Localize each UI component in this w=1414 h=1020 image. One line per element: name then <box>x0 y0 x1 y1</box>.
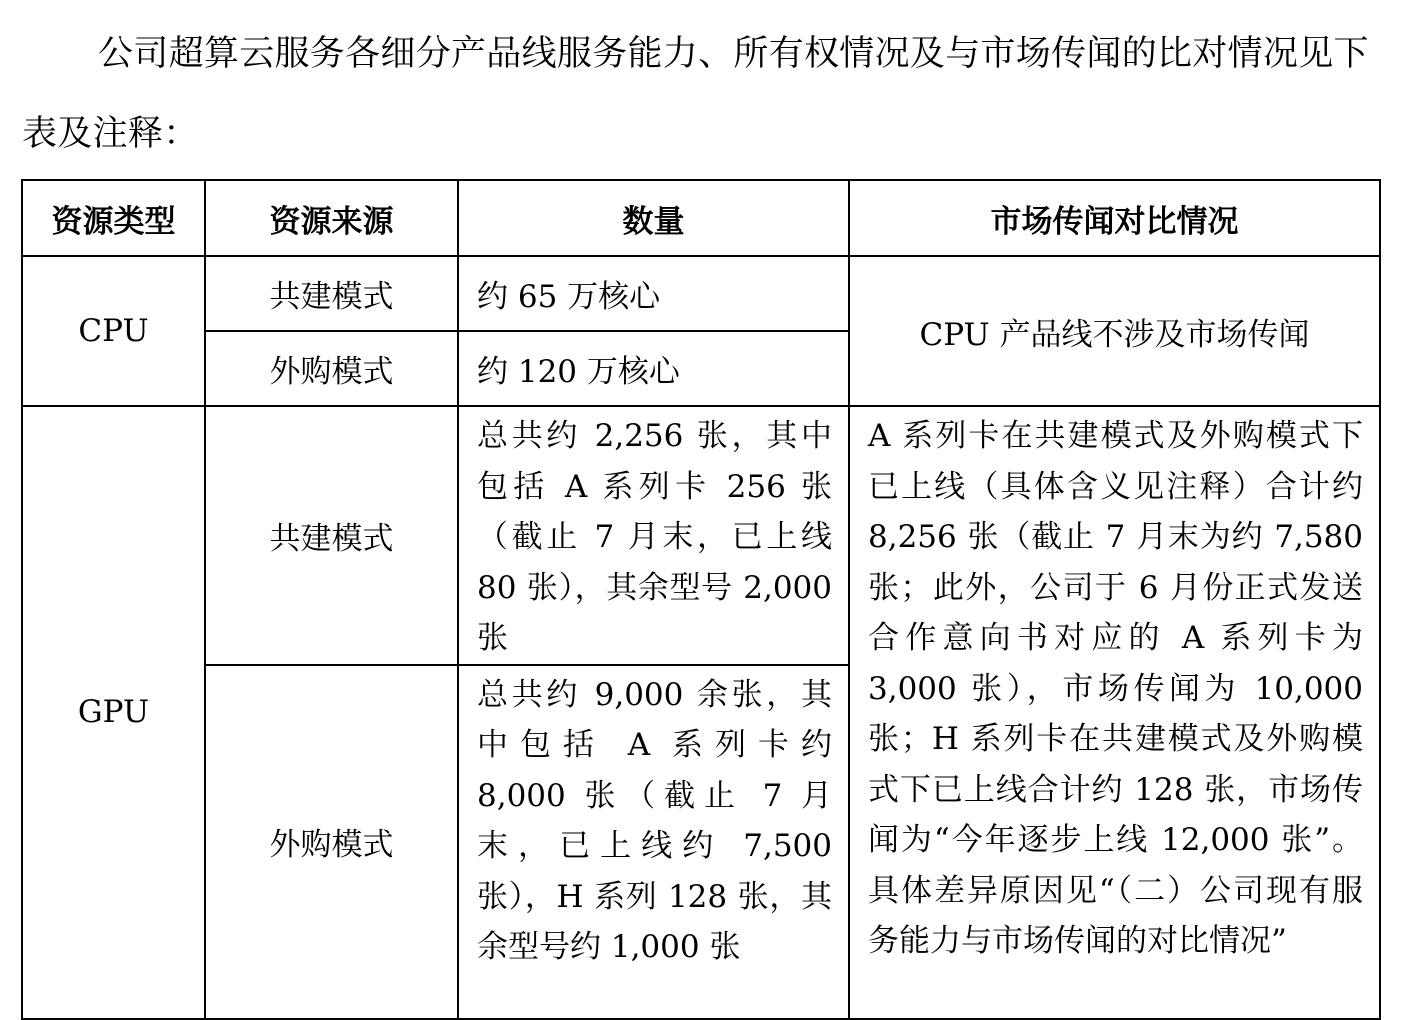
intro-paragraph: 公司超算云服务各细分产品线服务能力、所有权情况及与市场传闻的比对情况见下表及注释： <box>22 34 1369 154</box>
table-header-row <box>22 180 1380 256</box>
cpu-source-cell: 共建模式 <box>205 256 458 331</box>
gpu-source-cell: 共建模式 <box>205 406 458 665</box>
cpu-comparison-cell: CPU 产品线不涉及市场传闻 <box>849 256 1380 406</box>
gpu-quantity-text: 总共约 2,256 张，其中包括 A 系列卡 256 张（截止 7 月末，已上线 80 张），其余型号 2,000 张 <box>477 418 832 656</box>
resource-table <box>21 179 1381 1020</box>
gpu-quantity-cell <box>458 665 849 1019</box>
table-row <box>22 256 1380 331</box>
gpu-type-cell: GPU <box>22 406 205 1019</box>
cpu-quantity-cell: 约 65 万核心 <box>458 256 849 331</box>
cpu-quantity-cell: 约 120 万核心 <box>458 331 849 406</box>
header-market-comparison: 市场传闻对比情况 <box>849 180 1380 256</box>
cpu-type-cell: CPU <box>22 256 205 406</box>
table-row <box>22 406 1380 665</box>
gpu-source-cell: 外购模式 <box>205 665 458 1019</box>
gpu-quantity-cell <box>458 406 849 665</box>
header-quantity: 数量 <box>458 180 849 256</box>
header-resource-source: 资源来源 <box>205 180 458 256</box>
gpu-quantity-text: 总共约 9,000 余张，其中包括 A 系列卡约 8,000 张（截止 7 月末，已上线约 7,500 张），H 系列 128 张，其余型号约 1,000 张 <box>477 676 832 965</box>
cpu-source-cell: 外购模式 <box>205 331 458 406</box>
gpu-comparison-cell <box>849 406 1380 1019</box>
gpu-comparison-text: A 系列卡在共建模式及外购模式下已上线（具体含义见注释）合计约 8,256 张（截止 7 月末为约 7,580 张；此外，公司于 6 月份正式发送合作意向书对应的 A 系列卡为 3,000 张），市场传闻为 10,000 张；H 系列卡在共建模式及外购模式下已上线合计约 128 张，市场传闻为“今年逐步上线 12,000 张”。具体差异原因见“（二）公司现有服务能力与市场传闻的对比情况” <box>868 418 1363 959</box>
header-resource-type: 资源类型 <box>22 180 205 256</box>
